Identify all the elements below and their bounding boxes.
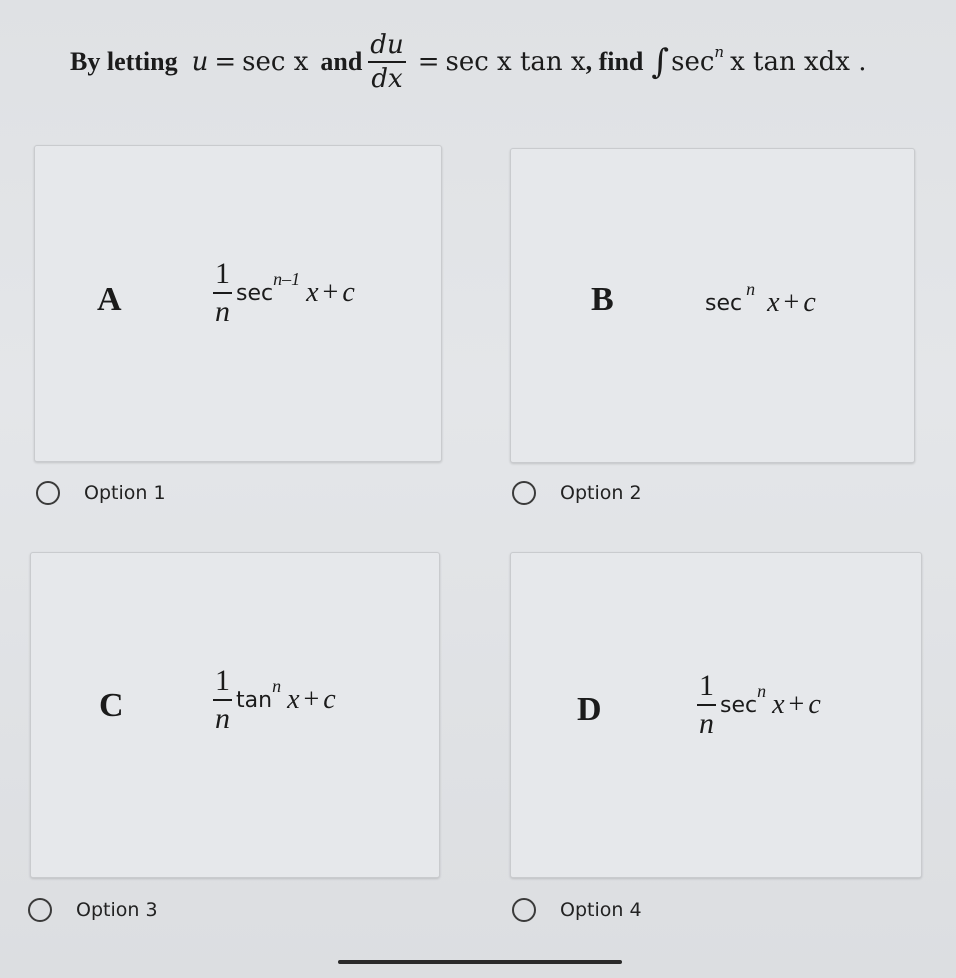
question-sec: sec xyxy=(671,47,715,77)
answer-card-b[interactable] xyxy=(510,148,915,463)
answer-letter-b: B xyxy=(591,281,614,318)
power-c: n xyxy=(272,675,282,696)
question-and: and xyxy=(320,47,363,76)
fraction-d-numerator: 1 xyxy=(697,671,716,706)
constant-b: c xyxy=(803,287,816,318)
question-du: du xyxy=(368,32,405,63)
option-3[interactable] xyxy=(28,898,158,922)
variable-a: x xyxy=(306,277,319,308)
plus-d: + xyxy=(788,689,805,720)
answer-expression-c xyxy=(213,666,340,734)
question-dx: dx xyxy=(371,64,403,94)
power-d: n xyxy=(757,680,767,701)
option-4-label: Option 4 xyxy=(560,899,642,921)
option-1-label: Option 1 xyxy=(84,482,166,504)
power-b: n xyxy=(746,278,756,299)
fraction-d-denominator: n xyxy=(699,707,714,740)
fraction-c-denominator: n xyxy=(215,702,230,735)
option-2[interactable] xyxy=(512,481,642,505)
function-d: sec xyxy=(720,692,758,718)
plus-a: + xyxy=(322,277,339,308)
answer-expression-d xyxy=(697,671,825,739)
question-power-n: n xyxy=(714,43,725,61)
plus-c: + xyxy=(303,684,320,715)
constant-a: c xyxy=(342,277,355,308)
question-find: , find xyxy=(585,47,644,76)
variable-d: x xyxy=(772,689,785,720)
option-1[interactable] xyxy=(36,481,166,505)
variable-b: x xyxy=(767,287,780,318)
option-3-radio[interactable] xyxy=(28,898,52,922)
plus-b: + xyxy=(783,287,800,318)
fraction-d xyxy=(697,671,716,739)
answer-card-a[interactable] xyxy=(34,145,442,462)
answer-letter-a: A xyxy=(97,281,122,318)
fraction-a-denominator: n xyxy=(215,295,230,328)
fraction-a xyxy=(213,259,232,327)
question-text xyxy=(70,30,950,94)
answer-letter-c: C xyxy=(99,687,124,724)
answer-card-c[interactable] xyxy=(30,552,440,878)
function-a: sec xyxy=(236,280,274,306)
option-4[interactable] xyxy=(512,898,642,922)
function-b: sec xyxy=(705,290,743,316)
option-2-radio[interactable] xyxy=(512,481,536,505)
option-1-radio[interactable] xyxy=(36,481,60,505)
constant-d: c xyxy=(808,689,821,720)
power-a: n–1 xyxy=(273,268,301,289)
question-equals-2: = xyxy=(417,47,440,77)
question-sec-x: sec x xyxy=(242,47,309,77)
option-3-label: Option 3 xyxy=(76,899,158,921)
answer-expression-b xyxy=(705,278,820,319)
option-2-label: Option 2 xyxy=(560,482,642,504)
question-u: u xyxy=(191,47,209,77)
question-by-letting: By letting xyxy=(70,47,178,76)
question-sec-tan: sec x tan x xyxy=(445,47,586,77)
question-equals: = xyxy=(214,47,237,77)
home-indicator xyxy=(338,960,622,964)
question-du-dx-fraction xyxy=(368,32,405,92)
variable-c: x xyxy=(287,684,300,715)
integral-sign: ∫ xyxy=(651,42,670,82)
fraction-c xyxy=(213,666,232,734)
fraction-a-numerator: 1 xyxy=(213,259,232,294)
answer-expression-a xyxy=(213,259,359,327)
option-4-radio[interactable] xyxy=(512,898,536,922)
constant-c: c xyxy=(323,684,336,715)
answer-letter-d: D xyxy=(577,691,602,728)
question-integrand-rest: x tan xdx . xyxy=(730,47,867,77)
answer-card-d[interactable] xyxy=(510,552,922,878)
function-c: tan xyxy=(236,687,273,713)
fraction-c-numerator: 1 xyxy=(213,666,232,701)
